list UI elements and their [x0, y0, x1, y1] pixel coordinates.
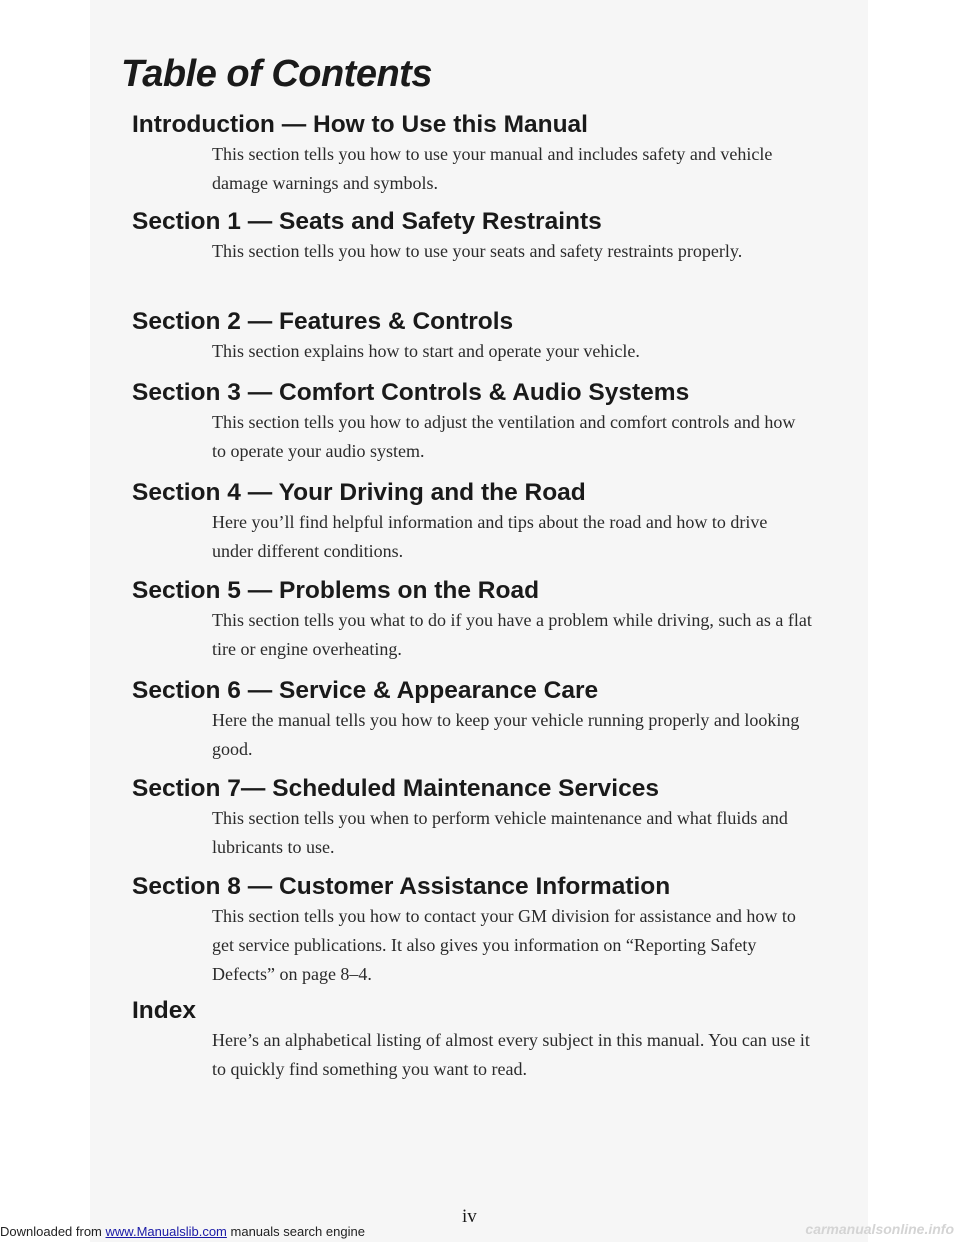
entry-description: This section tells you how to use your seats and safety restraints properly.	[212, 241, 743, 261]
toc-entry-index	[132, 996, 832, 1084]
entry-heading: Section 5 — Problems on the Road	[132, 577, 540, 604]
entry-description: This section tells you how to contact your GM division for assistance and how to get service publications. It also gives you information on “Reporting Safety Defects” on page 8–4.	[212, 906, 796, 984]
entry-description: This section tells you how to use your manual and includes safety and vehicle damage warnings and symbols.	[212, 144, 773, 193]
toc-entry-section-4	[132, 478, 832, 566]
entry-heading: Section 1 — Seats and Safety Restraints	[132, 208, 602, 235]
toc-entry-section-3	[132, 378, 832, 466]
entry-description: This section explains how to start and operate your vehicle.	[212, 341, 640, 361]
entry-description: This section tells you when to perform vehicle maintenance and what fluids and lubricants to use.	[212, 808, 788, 857]
entry-description: This section tells you how to adjust the ventilation and comfort controls and how to operate your audio system.	[212, 412, 796, 461]
download-footer	[0, 1224, 365, 1239]
toc-entry-section-5	[132, 576, 832, 664]
manualslib-link[interactable]: www.Manualslib.com	[105, 1224, 227, 1239]
entry-heading: Section 6 — Service & Appearance Care	[132, 677, 599, 704]
entry-heading: Section 2 — Features & Controls	[132, 308, 514, 335]
entry-description: Here’s an alphabetical listing of almost every subject in this manual. You can use it to quickly find something you want to read.	[212, 1030, 810, 1079]
footer-suffix: manuals search engine	[230, 1224, 365, 1239]
entry-description: Here you’ll find helpful information and tips about the road and how to drive under different conditions.	[212, 512, 768, 561]
toc-entry-section-6	[132, 676, 832, 764]
toc-entry-section-2	[132, 307, 832, 366]
entry-heading: Introduction — How to Use this Manual	[132, 111, 588, 138]
entry-heading: Section 7— Scheduled Maintenance Services	[132, 775, 659, 802]
entry-heading: Section 8 — Customer Assistance Information	[132, 873, 671, 900]
entry-description: Here the manual tells you how to keep your vehicle running properly and looking good.	[212, 710, 800, 759]
footer-prefix: Downloaded from	[0, 1224, 102, 1239]
entry-heading: Section 3 — Comfort Controls & Audio Systems	[132, 379, 690, 406]
page-title: Table of Contents	[121, 53, 432, 95]
entry-description: This section tells you what to do if you have a problem while driving, such as a flat tire or engine overheating.	[212, 610, 812, 659]
watermark: carmanualsonline.info	[805, 1221, 954, 1237]
toc-entry-section-8	[132, 872, 832, 989]
page-number: iv	[462, 1206, 477, 1227]
toc-entry-section-7	[132, 774, 832, 862]
toc-entry-section-1	[132, 207, 832, 266]
entry-heading: Section 4 — Your Driving and the Road	[132, 479, 586, 506]
entry-heading: Index	[132, 997, 196, 1024]
toc-entry-introduction	[132, 110, 832, 198]
